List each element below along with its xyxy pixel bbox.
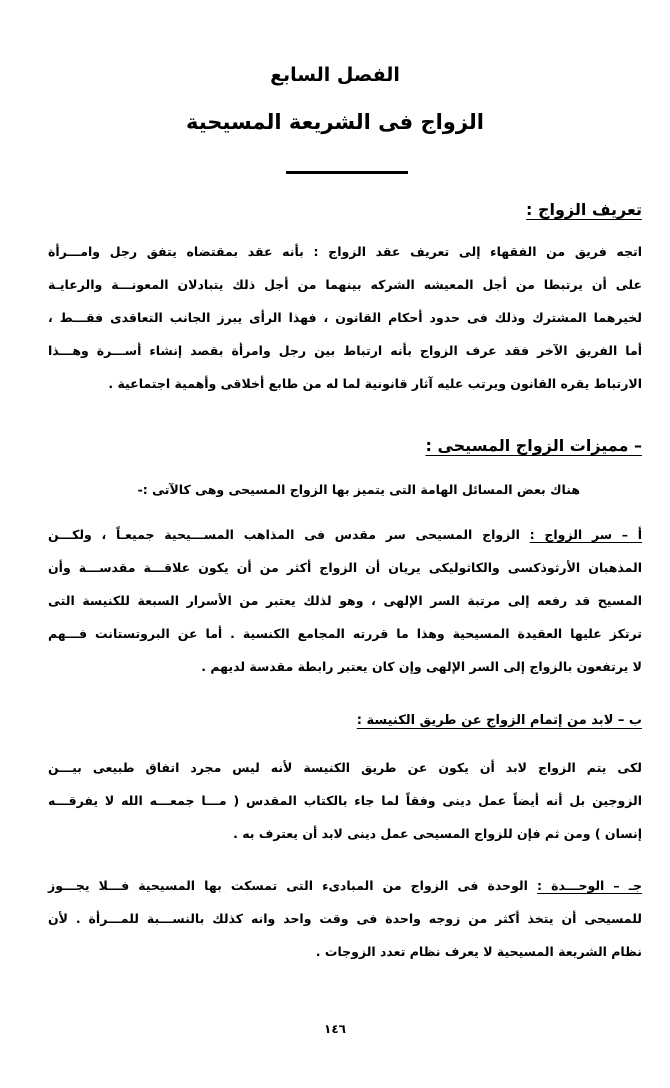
paragraph-line: ترتكز عليها العقيدة المسيحية وهذا ما قررته المجامع الكنسية . أما عن البروتستانت فـــهم [48, 626, 642, 641]
paragraph-line: أما الفريق الآخر فقد عرف الزواج بأنه ارتباط بين رجل وامرأة بقصد إنشاء أســـرة وهـــذا [48, 343, 642, 358]
paragraph-line: اتجه فريق من الفقهاء إلى تعريف عقد الزواج : بأنه عقد بمقتضاه يتفق رجل وامـــرأة [48, 244, 642, 259]
paragraph-line: لكى يتم الزواج لابد أن يكون عن طريق الكنيسة لأنه ليس مجرد اتفاق طبيعى بيـــن [48, 760, 642, 775]
features-intro: هناك بعض المسائل الهامة التى يتميز بها الزواج المسيحى وهى كالآتى :- [137, 482, 580, 497]
definition-heading: تعريف الزواج : [526, 200, 642, 219]
paragraph-line: الزوجين بل أنه أيضاً عمل دينى وفقاً لما جاء بالكتاب المقدس ( مـــا جمعـــه الله لا يفرقـــه [48, 793, 642, 808]
section-c-line: الوحدة فى الزواج من المبادىء التى تمسكت بها المسيحية فـــلا يجـــوز [48, 878, 528, 893]
title-divider [286, 171, 408, 174]
paragraph-line: على أن يرتبطا من أجل المعيشه الشركه بينهما من أجل ذلك يتبادلان المعونـــة والرعايـة [48, 277, 642, 292]
section-b-heading: ب – لابد من إتمام الزواج عن طريق الكنيسة : [356, 713, 642, 728]
page-number: ١٤٦ [324, 1022, 346, 1036]
section-c-label: جـ – الوحـــدة : [536, 878, 643, 893]
paragraph-line [48, 527, 642, 560]
chapter-heading: الفصل السابع [270, 64, 400, 86]
section-c-paragraph [48, 878, 642, 977]
paragraph-line: إنسان ) ومن ثم فإن للزواج المسيحى عمل دينى لابد أن يعترف به . [233, 826, 642, 841]
section-a-label: أ – سر الزواج : [529, 527, 643, 542]
section-b-paragraph [48, 760, 642, 859]
paragraph-line: للمسيحى أن يتخذ أكثر من زوجه واحدة فى وقت واحد وانه كذلك بالنســـبة للمـــرأة . لأن [48, 911, 642, 926]
paragraph-line: المسيح قد رفعه إلى مرتبة السر الإلهى ، وهو لذلك يعتبر من الأسرار السبعة للكنيسة التى [48, 593, 642, 608]
paragraph-line: المذهبان الأرثوذكسى والكاثوليكى يريان أن الزواج أكثر من أن يكون علاقـــة مقدســـة وأن [48, 560, 642, 575]
section-a-paragraph [48, 527, 642, 692]
features-heading: – مميزات الزواج المسيحى : [425, 436, 642, 455]
paragraph-line: الارتباط يقره القانون ويرتب عليه آثار قانونية لما له من طابع أخلاقى وأهمية اجتماعية . [108, 376, 642, 391]
paragraph-line: نظام الشريعة المسيحية لا يعرف نظام تعدد الزوجات . [315, 944, 642, 959]
definition-paragraph [48, 244, 642, 409]
page-title: الزواج فى الشريعة المسيحية [186, 110, 484, 134]
paragraph-line: لا يرتفعون بالزواج إلى السر الإلهى وإن كان يعتبر رابطة مقدسة لديهم . [201, 659, 642, 674]
paragraph-line [48, 878, 642, 911]
section-a-line: الزواج المسيحى سر مقدس فى المذاهب المســـيحية جميعـاً ، ولكـــن [48, 527, 520, 542]
paragraph-line: لخيرهما المشترك وذلك فى حدود أحكام القانون ، فهذا الرأى يبرز الجانب التعاقدى فقـــط ، [48, 310, 642, 325]
